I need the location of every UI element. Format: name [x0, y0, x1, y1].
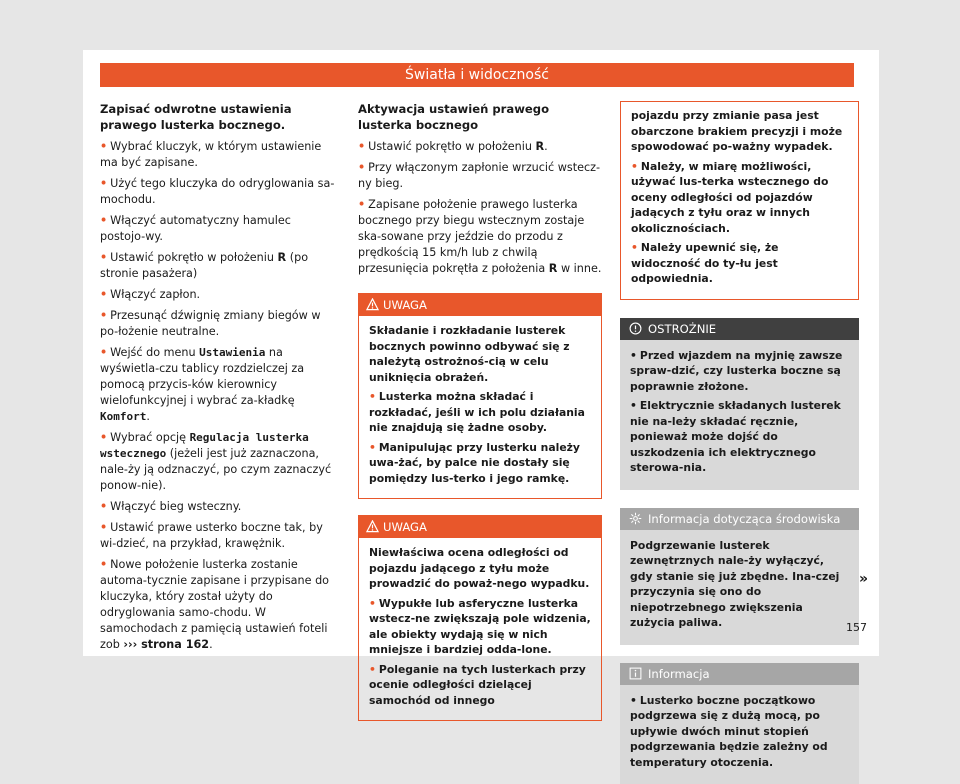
warning-text: pojazdu przy zmianie pasa jest obarczone brakiem precyzji i może spowodować po-ważny wypadek. [631, 108, 848, 155]
bullet-icon: • [369, 390, 376, 403]
section-header: Światła i widoczność [100, 63, 854, 87]
bullet-icon: • [631, 160, 638, 173]
bullet-icon: • [100, 346, 107, 359]
list-item: • Zapisane położenie prawego lusterka bocznego przy biegu wstecznym zostaje ska-sowane przy jeździe do przodu z prędkością 15 km/h lub z chwilą przesunięcia pokrętła z położenia R w inne. [358, 197, 602, 277]
warning-box-1 [358, 293, 602, 499]
environment-icon [629, 512, 642, 525]
environment-text: Podgrzewanie lusterek zewnętrznych nale-ży wyłączyć, gdy stanie się już zbędne. Ina-czej przyczynia się ono do niepotrzebnego zwiększenia zużycia paliwa. [630, 538, 849, 631]
bullet-icon: • [100, 140, 107, 153]
list-item: • Ustawić prawe usterko boczne tak, by wi-dzieć, na przykład, krawężnik. [100, 520, 337, 552]
column-1 [100, 101, 337, 658]
bullet-icon: • [369, 597, 376, 610]
warning-icon [366, 298, 379, 311]
list-item: • Lusterka można składać i rozkładać, jeśli w ich polu działania nie znajdują się żadne osoby. [369, 389, 591, 436]
bullet-icon: • [630, 349, 637, 362]
caution-icon [629, 322, 642, 335]
info-box [620, 663, 859, 784]
bullet-icon: • [100, 309, 107, 322]
bullet-icon: • [358, 140, 365, 153]
list-item: • Nowe położenie lusterka zostanie automa-tycznie zapisane i przypisane do kluczyka, który został użyty do odryglowania samo-chodu. W samochodach z pamięcią ustawień foteli zob ››› strona 162. [100, 557, 337, 653]
bullet-icon: • [630, 694, 637, 707]
list-item: • Przesunąć dźwignię zmiany biegów w po-łożenie neutralne. [100, 308, 337, 340]
column-3 [620, 101, 859, 784]
list-item: • Wejść do menu Ustawienia na wyświetla-czu tablicy rozdzielczej za pomocą przycis-ków kierownicy wielofunkcyjnej i wybrać za-kładkę Komfort. [100, 345, 337, 425]
list-item: • Ustawić pokrętło w położeniu R. [358, 139, 602, 155]
list-item: • Włączyć zapłon. [100, 287, 337, 303]
list-item: • Elektrycznie składanych lusterek nie na-leży składać ręcznie, ponieważ może dojść do uszkodzenia ich elektrycznego sterowa-nia. [630, 398, 849, 476]
list-item: • Ustawić pokrętło w położeniu R (po stronie pasażera) [100, 250, 337, 282]
warning-text: Niewłaściwa ocena odległości od pojazdu jadącego z tyłu może prowadzić do poważ-nego wypadku. [369, 545, 591, 592]
bullet-icon: • [100, 431, 107, 444]
bullet-icon: • [631, 241, 638, 254]
list-item: • Wybrać opcję Regulacja lusterka wstecznego (jeżeli jest już zaznaczona, nale-ży ją odznaczyć, po czym zaznaczyć ponow-nie). [100, 430, 337, 494]
list-item: • Wybrać kluczyk, w którym ustawienie ma być zapisane. [100, 139, 337, 171]
bullet-icon: • [100, 288, 107, 301]
warning-box-2 [358, 515, 602, 721]
option-name: Regulacja lusterka wstecznego [100, 431, 309, 460]
bullet-icon: • [358, 198, 365, 211]
bullet-icon: • [369, 663, 376, 676]
bullet-icon: • [100, 558, 107, 571]
list-item: • Użyć tego kluczyka do odryglowania sa-mochodu. [100, 176, 337, 208]
bullet-icon: • [100, 214, 107, 227]
list-item: • Poleganie na tych lusterkach przy ocenie odległości dzielącej samochód od innego [369, 662, 591, 709]
list-item: • Przed wjazdem na myjnię zawsze spraw-dzić, czy lusterka boczne są poprawnie złożone. [630, 348, 849, 395]
bullet-icon: • [100, 521, 107, 534]
list-item: • Lusterko boczne początkowo podgrzewa się z dużą mocą, po upływie dwóch minut stopień podgrzewania będzie zależny od temperatury otoczenia. [630, 693, 849, 771]
warning-icon [366, 520, 379, 533]
bullet-icon: • [100, 500, 107, 513]
page-reference-link[interactable]: ››› strona 162 [123, 638, 209, 651]
bullet-icon: • [369, 441, 376, 454]
list-item: • Należy upewnić się, że widoczność do ty-łu jest odpowiednia. [631, 240, 848, 287]
next-page-arrow-icon[interactable]: » [859, 571, 868, 587]
bullet-icon: • [630, 399, 637, 412]
warning-continuation [620, 101, 859, 300]
list-item: • Należy, w miarę możliwości, używać lus-terka wstecznego do oceny odległości od pojazdów jadących z tyłu oraz w innych okolicznościach. [631, 159, 848, 237]
info-icon [629, 667, 642, 680]
list-item: • Włączyć automatyczny hamulec postojo-wy. [100, 213, 337, 245]
tab-name: Komfort [100, 410, 146, 423]
info-header: Informacja [620, 663, 859, 685]
list-item: • Włączyć bieg wsteczny. [100, 499, 337, 515]
list-item: • Przy włączonym zapłonie wrzucić wstecz-ny bieg. [358, 160, 602, 192]
list-item: • Manipulując przy lusterku należy uwa-żać, by palce nie dostały się pomiędzy lus-terko i jego ramkę. [369, 440, 591, 487]
warning-header: UWAGA [359, 516, 601, 538]
caution-header: OSTROŻNIE [620, 318, 859, 340]
bullet-icon: • [100, 177, 107, 190]
column-2 [358, 101, 602, 721]
manual-page [83, 50, 879, 656]
warning-text: Składanie i rozkładanie lusterek bocznych powinno odbywać się z należytą ostrożnoś-cią w celu uniknięcia obrażeń. [369, 323, 591, 385]
bullet-icon: • [358, 161, 365, 174]
warning-header: UWAGA [359, 294, 601, 316]
caution-box [620, 318, 859, 490]
environment-header: Informacja dotycząca środowiska [620, 508, 859, 530]
list-item: • Wypukłe lub asferyczne lusterka wstecz-ne zwiększają pole widzenia, ale obiekty wydają się w nich mniejsze i bardziej odda-lone. [369, 596, 591, 658]
col2-heading: Aktywacja ustawień prawego lusterka bocznego [358, 101, 602, 133]
page-number: 157 [846, 621, 867, 634]
environment-box [620, 508, 859, 645]
bullet-icon: • [100, 251, 107, 264]
menu-name: Ustawienia [199, 346, 265, 359]
col1-heading: Zapisać odwrotne ustawienia prawego lusterka bocznego. [100, 101, 337, 133]
